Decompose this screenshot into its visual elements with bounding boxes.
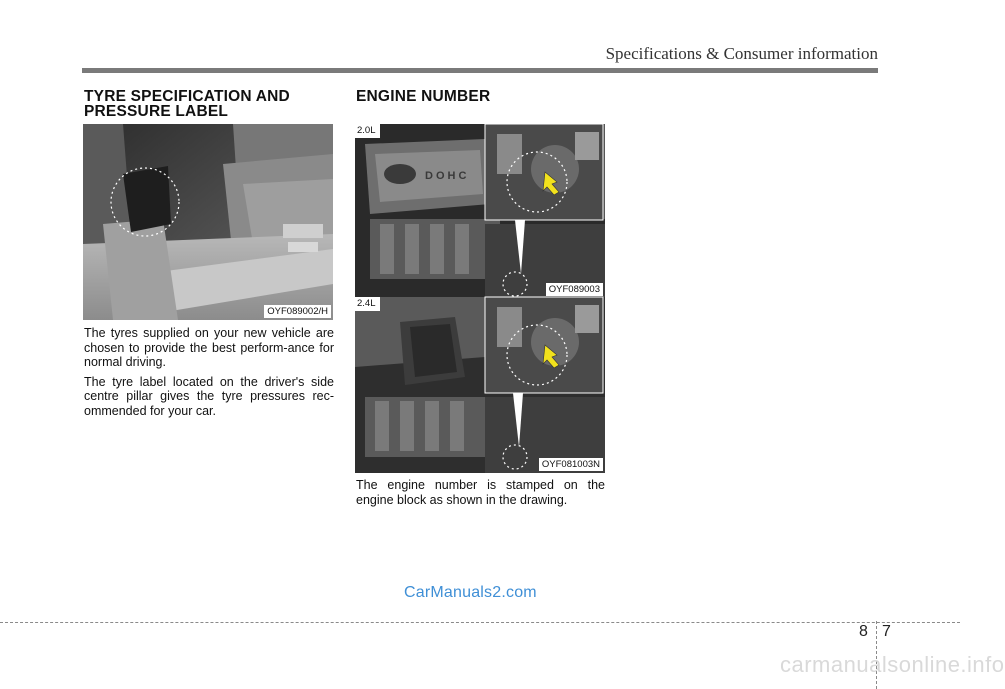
- engine-illustration-2-4l: [355, 297, 605, 473]
- engine-photo-2-4l: [355, 297, 605, 473]
- engine-cover-text: DOHC: [425, 170, 470, 182]
- engine-photo-2-0l: [355, 124, 605, 298]
- tyre-section-title: [84, 89, 290, 119]
- tyre-title-line1: TYRE SPECIFICATION AND: [84, 88, 290, 105]
- footer-divider: [0, 622, 960, 623]
- engine-image2-tag: 2.4L: [355, 297, 380, 311]
- tyre-image-caption: OYF089002/H: [264, 305, 331, 318]
- carmanuals-watermark[interactable]: CarManuals2.com: [404, 584, 537, 601]
- engine-paragraph: The engine number is stamped on the engine block as shown in the drawing.: [356, 478, 605, 507]
- site-watermark: carmanualsonline.info: [780, 652, 1005, 677]
- door-pillar-illustration: [83, 124, 333, 320]
- engine-illustration-2-0l: [355, 124, 605, 298]
- page-number-chapter: 8: [859, 623, 868, 640]
- header-divider-bar: [82, 68, 878, 73]
- tyre-paragraph-2: The tyre label located on the driver's side centre pillar gives the tyre pressures rec-ommended for your car.: [84, 374, 334, 418]
- engine-body-text: [356, 478, 605, 512]
- tyre-label-photo: [83, 124, 333, 320]
- engine-image1-caption: OYF089003: [546, 283, 603, 296]
- engine-image1-tag: 2.0L: [355, 124, 380, 138]
- tyre-body-text: [84, 326, 334, 424]
- engine-section-title: ENGINE NUMBER: [356, 88, 491, 105]
- page-number-page: 7: [882, 623, 891, 640]
- tyre-paragraph-1: The tyres supplied on your new vehicle are chosen to provide the best perform-ance for normal driving.: [84, 326, 334, 370]
- tyre-title-line2: PRESSURE LABEL: [84, 103, 229, 120]
- section-header-title: Specifications & Consumer information: [605, 44, 878, 63]
- engine-image2-caption: OYF081003N: [539, 458, 603, 471]
